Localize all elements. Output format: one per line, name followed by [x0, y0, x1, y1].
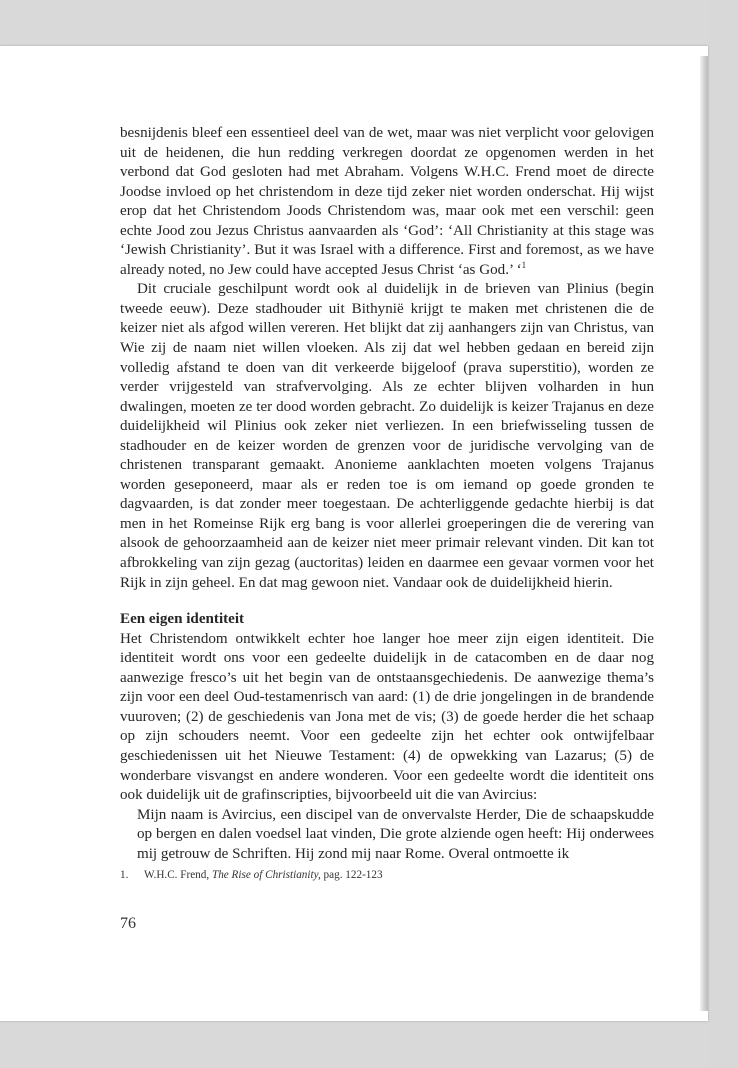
- page-number: 76: [120, 915, 136, 932]
- paragraph-3: Het Christendom ontwikkelt echter hoe langer hoe meer zijn eigen identiteit. Die identiteit wordt ons voor een gedeelte duidelijk in de catacomben en de daar nog aanwezige fresco’s uit het begin van de ontstaansgechiedenis. De aanwezige thema’s zijn voor een deel Oud-testamenrisch van aard: (1) de drie jongelingen in de brandende vuuroven; (2) de geschiedenis van Jona met de vis; (3) de goede herder die het schaap op zijn schouders neemt. Voor een gedeelte zijn het echter ook ontwijfelbaar geschiedenissen uit het Nieuwe Testament: (4) de opwekking van Lazarus; (5) de wonderbare visvangst en andere wonderen. Voor een gedeelte wordt die identiteit ons ook duidelijk uit de grafinscripties, bijvoorbeeld uit die van Avircius:: [120, 630, 654, 804]
- footnote-number: 1.: [120, 869, 129, 881]
- paragraph-2: Dit cruciale geschilpunt wordt ook al duidelijk in de brieven van Plinius (begin tweede eeuw). Deze stadhouder uit Bithynië krijgt te maken met christenen die de keizer niet als afgod willen vereren. Het blijkt dat zij aanhangers zijn van Christus, van Wie zij de naam niet willen vloeken. Als zij dat wel hebben gedaan en bereid zijn volledig afstand te doen van dit verkeerde bijgeloof (prava superstitio), worden ze verder vrijgesteld van strafvervolging. Als ze echter blijven volharden in hun dwalingen, moeten ze ter dood worden gebracht. Zo duidelijk is keizer Trajanus en deze duidelijkheid wil Plinius ook zeker niet verliezen. In een briefwisseling tussen de stadhouder en de keizer worden de grenzen voor de juridische vervolging van de christenen transparant gemaakt. Anonieme aanklachten moeten volgens Trajanus worden geseponeerd, maar als er reden toe is om iemand op goede gronden te dagvaarden, is dat zonder meer toegestaan. De achterliggende gedachte hierbij is dat men in het Romeinse Rijk erg bang is voor allerlei groeperingen die de verering van alsook de gehoorzaamheid aan de keizer niet meer primair relevant vinden. Dit kan tot afbrokkeling van zijn gezag (auctoritas) leiden en daarmee een gevaar vormen voor het Rijk in zijn geheel. En dat mag gewoon niet. Vandaar ook de duidelijkheid hierin.: [120, 281, 654, 591]
- body-text: [120, 124, 654, 864]
- paragraph-1: [120, 124, 654, 280]
- background-margin: [708, 0, 738, 1068]
- section-heading: Een eigen identiteit: [120, 611, 245, 628]
- inscription-quote: Mijn naam is Avircius, een discipel van de onvervalste Herder, Die de schaapskudde op bergen en dalen voedsel laat vinden, Die grote alziende ogen heeft: Hij onderwees mij getrouw de Schriften. Hij zond mij naar Rome. Overal ontmoette ik: [137, 806, 654, 862]
- footnote: [120, 869, 654, 881]
- page-edge-shadow: [700, 56, 708, 1011]
- footnote-author: W.H.C. Frend,: [144, 869, 210, 881]
- footnote-title: The Rise of Christianity,: [211, 869, 321, 881]
- footnote-reference: 1: [521, 259, 527, 270]
- footnote-pages: pag. 122-123: [323, 869, 383, 881]
- paragraph-1-text: besnijdenis bleef een essentieel deel van de wet, maar was niet verplicht voor gelovigen uit de heidenen, die hun redding verkregen doordat ze opgenomen werden in het verbond dat God gesloten had met Abraham. Volgens W.H.C. Frend moet de directe Joodse invloed op het christendom in deze tijd zeker niet worden onderschat. Hij wijst erop dat het Christendom Joods Christendom was, maar ook met een verschil: geen echte Jood zou Jezus Christus aanvaarden als ‘God’: ‘All Christianity at this stage was ‘Jewish Christianity’. But it was Israel with a difference. First and foremost, as we have already noted, no Jew could have accepted Jesus Christ ‘as God.’ ‘: [120, 125, 654, 278]
